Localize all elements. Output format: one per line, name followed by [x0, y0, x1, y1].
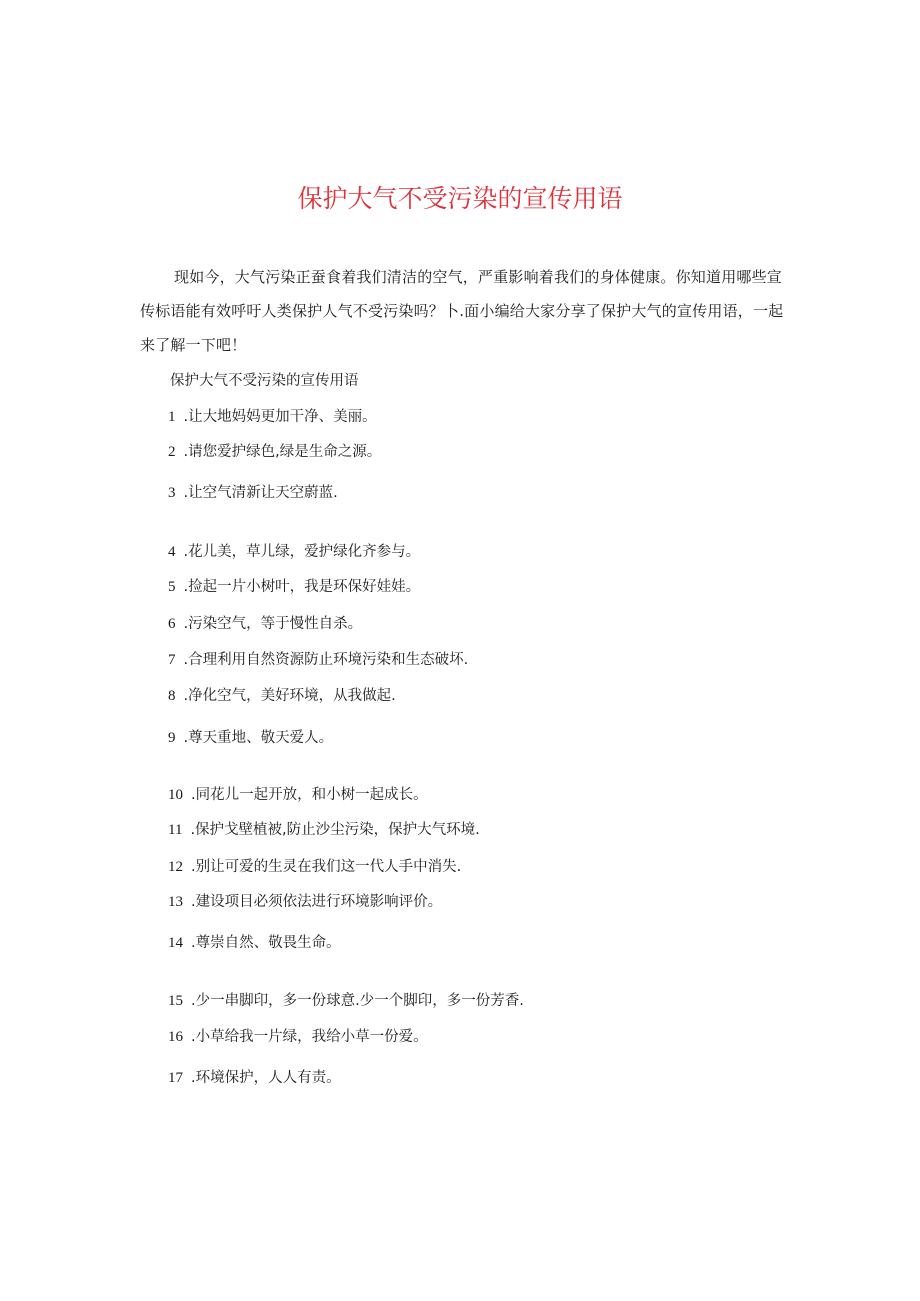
- item-text: .小草给我一片绿，我给小草一份爱。: [191, 1029, 428, 1045]
- item-text: .少一串脚印，多一份球意.少一个脚印，多一份芳香.: [191, 993, 524, 1009]
- list-item: [168, 1066, 341, 1090]
- list-item: [168, 931, 341, 955]
- item-number: 13: [168, 894, 183, 910]
- list-item: [168, 440, 381, 464]
- list-item: [168, 989, 524, 1013]
- item-text: .捡起一片小树叶，我是环保好娃娃。: [183, 579, 421, 595]
- item-number: 16: [168, 1029, 183, 1045]
- item-number: 6: [168, 616, 176, 632]
- list-item: [168, 405, 377, 429]
- item-number: 10: [168, 787, 183, 803]
- item-text: .同花儿一起开放，和小树一起成长。: [191, 787, 428, 803]
- item-text: .让空气清新让天空蔚蓝.: [183, 485, 338, 501]
- page-title: 保护大气不受污染的宣传用语: [297, 184, 623, 213]
- list-item: [168, 684, 396, 708]
- section-subheading: 保护大气不受污染的宣传用语: [170, 373, 359, 389]
- item-number: 3: [168, 485, 176, 501]
- item-number: 12: [168, 859, 183, 875]
- item-text: .污染空气，等于慢性自杀。: [183, 616, 363, 632]
- item-number: 1: [168, 409, 176, 425]
- item-text: .合理利用自然资源防止环境污染和生态破坏.: [183, 652, 469, 668]
- item-number: 4: [168, 544, 176, 560]
- item-text: .建设项目必须依法进行环境影响评价。: [191, 894, 443, 910]
- item-number: 5: [168, 579, 176, 595]
- list-item: [168, 575, 420, 599]
- list-item: [168, 818, 480, 842]
- list-item: [168, 540, 420, 564]
- item-number: 14: [168, 935, 183, 951]
- item-text: .尊天重地、敬天爱人。: [183, 730, 334, 746]
- item-text: .让大地妈妈更加干净、美丽。: [183, 409, 377, 425]
- item-text: .尊崇自然、敬畏生命。: [191, 935, 341, 951]
- item-number: 15: [168, 993, 183, 1009]
- item-text: .环境保护，人人有责。: [191, 1070, 341, 1086]
- item-text: .净化空气，美好环境，从我做起.: [183, 688, 396, 704]
- list-item: [168, 855, 461, 879]
- item-number: 9: [168, 730, 176, 746]
- list-item: [168, 1025, 428, 1049]
- item-number: 11: [168, 822, 183, 838]
- item-number: 7: [168, 652, 176, 668]
- item-text: .花儿美，草儿绿，爱护绿化齐参与。: [183, 544, 421, 560]
- item-text: .保护戈壁植被,防止沙尘污染，保护大气环境.: [190, 822, 480, 838]
- list-item: [168, 612, 362, 636]
- intro-paragraph: 现如今，大气污染正蚕食着我们清洁的空气，严重影响着我们的身体健康。你知道用哪些宣传标语能有效呼吁人类保护人气不受污染吗？卜.面小编给大家分享了保护大气的宣传用语，一起来了解一下吧！: [140, 268, 784, 354]
- item-number: 17: [168, 1070, 183, 1086]
- item-number: 2: [168, 444, 176, 460]
- list-item: [168, 648, 468, 672]
- list-item: [168, 481, 338, 505]
- item-number: 8: [168, 688, 176, 704]
- list-item: [168, 783, 428, 807]
- item-text: .请您爱护绿色,绿是生命之源。: [183, 444, 382, 460]
- list-item: [168, 726, 333, 750]
- item-text: .别让可爱的生灵在我们这一代人手中消失.: [191, 859, 462, 875]
- list-item: [168, 890, 442, 914]
